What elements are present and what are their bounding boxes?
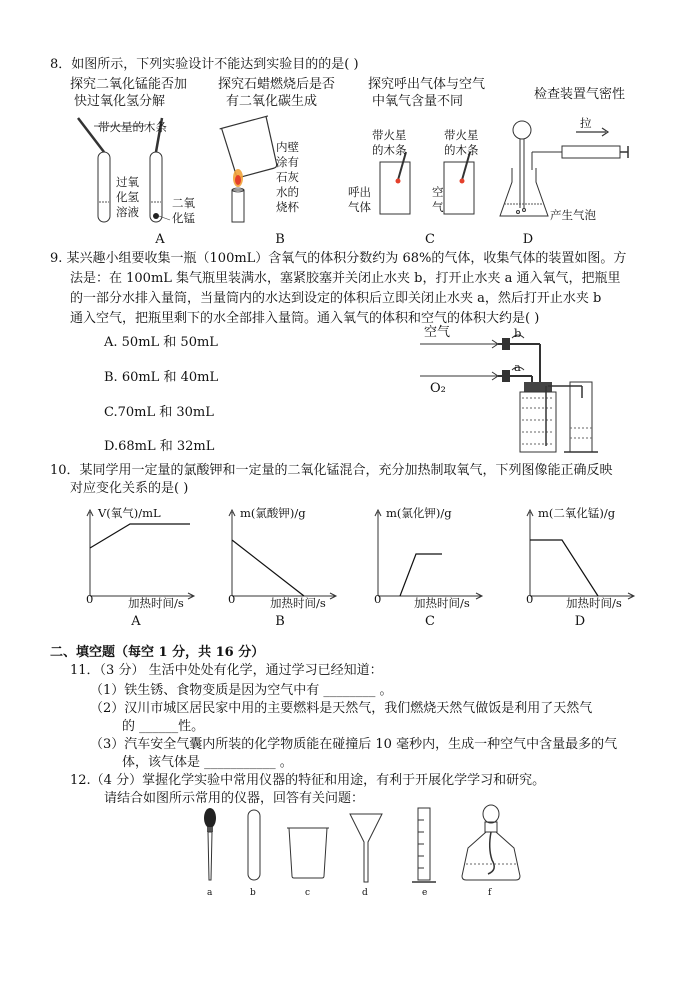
q10-graph-b-letter: B <box>275 614 285 629</box>
q10-line-2: 对应变化关系的是( ) <box>70 481 189 496</box>
q11-item-1: （1）铁生锈、食物变质是因为空气中有 ________ 。 <box>90 683 393 698</box>
q8-option-a-title-1: 探究二氧化锰能否加 <box>70 77 188 92</box>
q12-label-f: f <box>488 888 492 898</box>
q8-option-b-title-2: 有二氧化碳生成 <box>226 94 318 109</box>
q8-c-splint2-label-2: 的木条 <box>444 143 479 157</box>
q8-option-c-title-1: 探究呼出气体与空气 <box>368 77 486 92</box>
q10-graph-d-xlabel: 加热时间/s <box>566 596 622 610</box>
q12-label-b: b <box>250 888 256 898</box>
q9-fig-o2-label: O₂ <box>430 381 446 396</box>
q8-c-breath-label-2: 气体 <box>348 200 371 214</box>
q9-line-2: 法是：在 100mL 集气瓶里装满水，塞紧胶塞并关闭止水夹 b，打开止水夹 a 通入氧气，把瓶里 <box>70 271 621 286</box>
q9-fig-air-label: 空气 <box>424 325 451 340</box>
q9-option-a: A. 50mL 和 50mL <box>104 335 218 350</box>
q8-option-b-title-1: 探究石蜡燃烧后是否 <box>218 77 336 92</box>
q8-option-a-letter: A <box>155 232 165 247</box>
q10-graph-b <box>232 508 342 598</box>
q8-b-beaker-label-1: 内壁 <box>276 140 299 154</box>
q12-label-c: c <box>305 888 311 898</box>
q12-label-d: d <box>362 888 368 898</box>
q10-graph-a <box>90 508 200 598</box>
q12-instrument-funnel <box>348 812 384 884</box>
q12-instrument-test-tube <box>244 808 264 882</box>
q8-figure-b <box>218 112 318 227</box>
q9-option-d: D.68mL 和 32mL <box>104 439 215 454</box>
q11-item-2b: 的 ______性。 <box>122 719 205 734</box>
q12-instrument-graduated-cylinder <box>412 806 436 886</box>
q10-graph-b-curve <box>232 540 304 596</box>
q9-fig-b-label: b <box>514 326 522 340</box>
q8-option-a-title-2: 快过氧化氢分解 <box>74 94 166 109</box>
q8-b-beaker-label-2: 涂有 <box>276 155 299 169</box>
q10-line-1: 10．某同学用一定量的氯酸钾和一定量的二氧化锰混合，充分加热制取氧气，下列图像能正确反映 <box>50 463 613 478</box>
q9-line-1: 9. 某兴趣小组要收集一瓶（100mL）含氧气的体积分数约为 68%的气体，收集气体的装置如图。方 <box>50 251 627 266</box>
q8-stem: 8．如图所示，下列实验设计不能达到实验目的的是( ) <box>50 57 359 72</box>
q10-graph-c-letter: C <box>425 614 435 629</box>
q10-graph-a-ylabel: V(氧气)/mL <box>98 506 161 520</box>
q8-c-air-label-1: 空 <box>432 185 444 199</box>
q8-option-b-letter: B <box>275 232 285 247</box>
q8-c-breath-label-1: 呼出 <box>348 185 371 199</box>
q8-option-d-letter: D <box>522 232 534 247</box>
q8-c-splint1-label-1: 带火星 <box>372 128 407 142</box>
q12-instrument-dropper <box>200 806 220 886</box>
q8-option-c-title-2: 中氧气含量不同 <box>372 94 464 109</box>
q8-a-splint-label: 带火星的木条 <box>98 120 167 134</box>
q9-option-b: B. 60mL 和 40mL <box>104 370 219 385</box>
q8-option-c-letter: C <box>425 232 435 247</box>
q10-graph-d-origin: 0 <box>526 592 534 606</box>
q9-option-c: C.70mL 和 30mL <box>104 405 214 420</box>
q10-graph-c-ylabel: m(氯化钾)/g <box>386 506 452 520</box>
q8-c-splint1-label-2: 的木条 <box>372 143 407 157</box>
q9-line-4: 通入空气，把瓶里剩下的水全部排入量筒。通入氧气的体积和空气的体积大约是( ) <box>70 311 540 326</box>
q10-graph-d-curve <box>530 540 598 596</box>
q10-graph-d-letter: D <box>574 614 586 629</box>
q10-graph-a-letter: A <box>131 614 141 629</box>
q12-instrument-alcohol-lamp <box>458 804 524 884</box>
q9-figure <box>420 328 610 458</box>
q12-stem: 12.（4 分）掌握化学实验中常用仪器的特征和用途，有利于开展化学学习和研究。 <box>70 773 546 788</box>
q10-graph-b-ylabel: m(氯酸钾)/g <box>240 506 306 520</box>
q8-b-beaker-label-5: 烧杯 <box>276 200 299 214</box>
q8-c-air-label-2: 气 <box>432 200 444 214</box>
q10-graph-c-origin: 0 <box>374 592 382 606</box>
q12-sub: 请结合如图所示常用的仪器，回答有关问题： <box>104 791 365 806</box>
q8-d-bubble-label: 产生气泡 <box>550 208 596 222</box>
q8-a-h2o2-label-3: 溶液 <box>116 205 139 219</box>
q8-a-mno2-label-2: 化锰 <box>172 211 195 225</box>
q8-option-d-title: 检查装置气密性 <box>534 87 626 102</box>
q10-graph-d <box>530 508 640 598</box>
q11-item-2a: （2）汉川市城区居民家中用的主要燃料是天然气，我们燃烧天然气做饭是利用了天然气 <box>90 701 593 716</box>
q11-item-3a: （3）汽车安全气囊内所装的化学物质能在碰撞后 10 毫秒内，生成一种空气中含量最多的气 <box>90 737 618 752</box>
q8-a-h2o2-label-2: 化氢 <box>116 190 139 204</box>
q8-a-mno2-label-1: 二氧 <box>172 196 195 210</box>
q10-graph-b-xlabel: 加热时间/s <box>270 596 326 610</box>
q11-stem: 11．（3 分） 生活中处处有化学，通过学习已经知道： <box>70 663 383 678</box>
q9-line-3: 的一部分水排入量筒，当量筒内的水达到设定的体积后立即关闭止水夹 a，然后打开止水夹 b <box>70 291 602 306</box>
q12-label-e: e <box>422 888 428 898</box>
section-2-heading: 二、填空题（每空 1 分，共 16 分） <box>50 645 265 660</box>
q10-graph-c-xlabel: 加热时间/s <box>414 596 470 610</box>
q8-c-splint2-label-1: 带火星 <box>444 128 479 142</box>
q10-graph-a-xlabel: 加热时间/s <box>128 596 184 610</box>
q8-b-beaker-label-3: 石灰 <box>276 170 299 184</box>
q8-b-beaker-label-4: 水的 <box>276 185 299 199</box>
q11-item-3b: 体，该气体是 ___________ 。 <box>122 755 293 770</box>
q10-graph-c-curve <box>400 554 442 596</box>
q10-graph-b-origin: 0 <box>228 592 236 606</box>
q8-a-h2o2-label-1: 过氧 <box>116 175 139 189</box>
q10-graph-a-origin: 0 <box>86 592 94 606</box>
q10-graph-c <box>378 508 488 598</box>
q12-label-a: a <box>207 888 213 898</box>
q10-graph-a-curve <box>90 524 190 548</box>
q8-d-pull-label: 拉 <box>580 116 592 130</box>
q10-graph-d-ylabel: m(二氧化锰)/g <box>538 506 616 520</box>
q9-fig-a-label: a <box>514 360 521 374</box>
q12-instrument-beaker <box>286 826 330 880</box>
